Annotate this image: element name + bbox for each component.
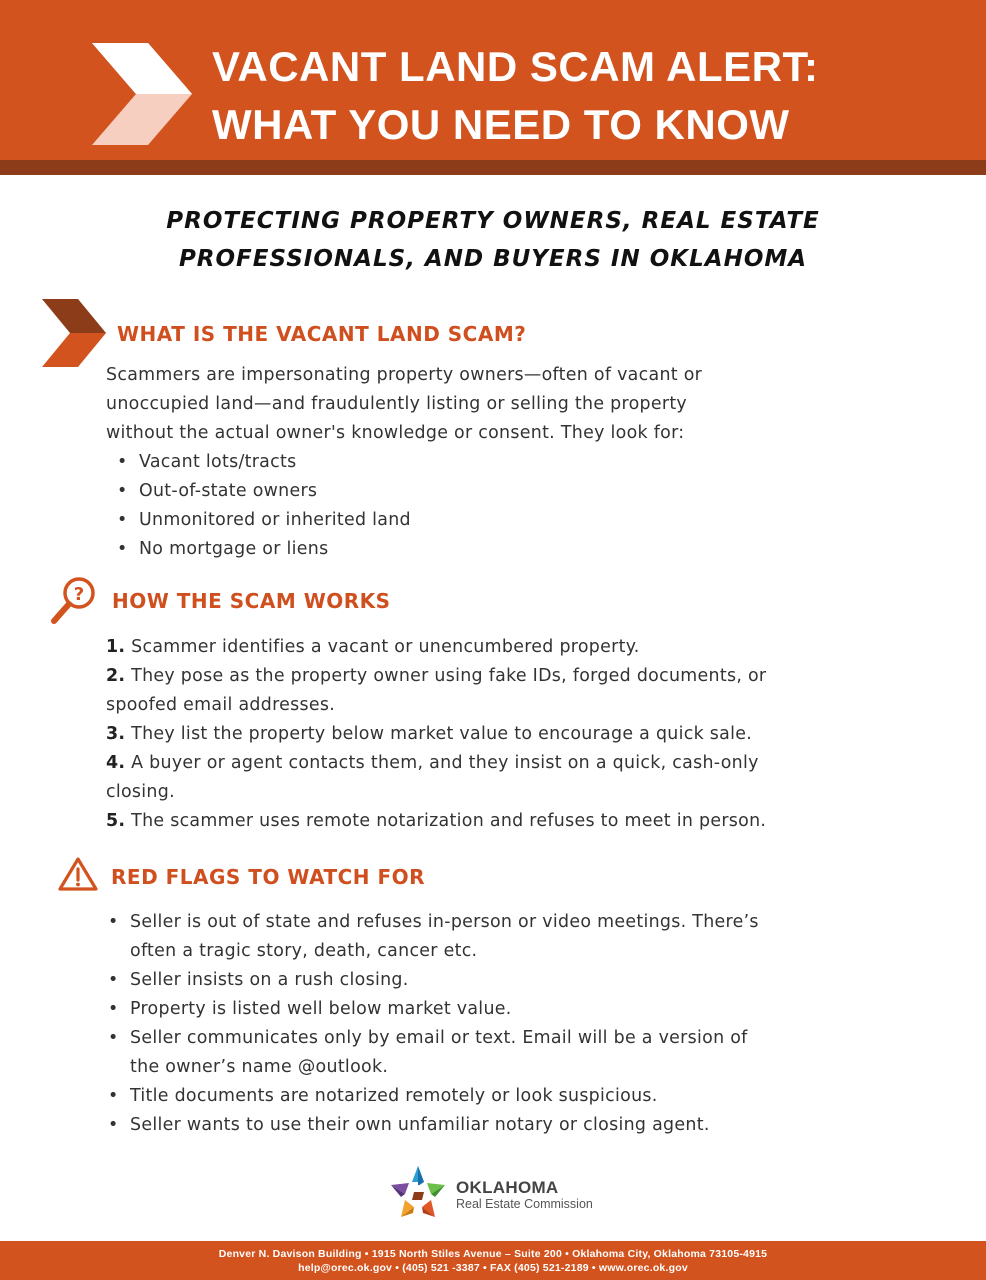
list-item: • Seller insists on a rush closing. <box>130 966 759 995</box>
subtitle-line-2: PROFESSIONALS, AND BUYERS IN OKLAHOMA <box>178 246 808 272</box>
list-item: • Out-of-state owners <box>139 477 411 506</box>
step-item <box>106 749 766 778</box>
oklahoma-star-logo <box>388 1164 448 1224</box>
list-item <box>130 1024 759 1082</box>
footer-address: Denver N. Davison Building • 1915 North Stiles Avenue – Suite 200 • Oklahoma City, Oklahoma 73105-4915 <box>218 1248 768 1260</box>
step-number: 2. <box>106 666 126 686</box>
step-text: A buyer or agent contacts them, and they insist on a quick, cash-only <box>131 753 759 773</box>
list-item-text: Seller communicates only by email or text. Email will be a version of <box>130 1028 748 1048</box>
list-item-text: Seller is out of state and refuses in-person or video meetings. There’s <box>130 912 759 932</box>
step-item <box>106 720 766 749</box>
step-text: The scammer uses remote notarization and refuses to meet in person. <box>131 811 767 831</box>
step-item <box>106 662 766 691</box>
paragraph-line: without the actual owner's knowledge or consent. They look for: <box>106 423 685 443</box>
page-title-line-2: WHAT YOU NEED TO KNOW <box>212 101 790 148</box>
paragraph-line: Scammers are impersonating property owners—often of vacant or <box>106 365 703 385</box>
step-number: 4. <box>106 753 126 773</box>
step-number: 1. <box>106 637 126 657</box>
chevron-icon <box>42 299 106 367</box>
step-item <box>106 807 766 836</box>
section-heading-flags: RED FLAGS TO WATCH FOR <box>111 865 426 889</box>
magnifier-question-icon <box>50 575 98 625</box>
step-number: 5. <box>106 811 126 831</box>
warning-triangle-icon <box>57 856 99 892</box>
list-item: • Unmonitored or inherited land <box>139 506 411 535</box>
list-item: • Title documents are notarized remotely or look suspicious. <box>130 1082 759 1111</box>
scam-steps-list <box>106 633 766 836</box>
section-heading-what: WHAT IS THE VACANT LAND SCAM? <box>117 322 527 346</box>
step-text-continued: spoofed email addresses. <box>106 695 336 715</box>
section-what-paragraph <box>106 361 702 448</box>
list-item: • Vacant lots/tracts <box>139 448 411 477</box>
svg-text:?: ? <box>73 584 85 605</box>
logo-name: OKLAHOMA <box>456 1178 559 1197</box>
list-item-text-continued: the owner’s name @outlook. <box>130 1057 389 1077</box>
section-heading-how: HOW THE SCAM WORKS <box>112 589 391 613</box>
list-item: • No mortgage or liens <box>139 535 411 564</box>
footer <box>0 1241 986 1280</box>
subtitle-line-1: PROTECTING PROPERTY OWNERS, REAL ESTATE <box>166 208 820 234</box>
list-item: • Seller wants to use their own unfamiliar notary or closing agent. <box>130 1111 759 1140</box>
step-text: Scammer identifies a vacant or unencumbered property. <box>131 637 640 657</box>
list-item-text-continued: often a tragic story, death, cancer etc. <box>130 941 478 961</box>
logo-subtitle: Real Estate Commission <box>456 1197 593 1211</box>
step-text: They pose as the property owner using fake IDs, forged documents, or <box>131 666 767 686</box>
chevron-right-icon <box>92 43 192 145</box>
step-text-continued: closing. <box>106 782 175 802</box>
paragraph-line: unoccupied land—and fraudulently listing or selling the property <box>106 394 688 414</box>
step-text: They list the property below market value to encourage a quick sale. <box>131 724 753 744</box>
footer-contact: help@orec.ok.gov • (405) 521 -3387 • FAX (405) 521-2189 • www.orec.ok.gov <box>298 1262 688 1274</box>
target-property-list <box>139 448 411 564</box>
step-number: 3. <box>106 724 126 744</box>
header-banner-strip <box>0 160 986 175</box>
page-title-line-1: VACANT LAND SCAM ALERT: <box>212 43 819 90</box>
step-item <box>106 633 766 662</box>
page-title <box>212 38 818 154</box>
list-item: • Property is listed well below market value. <box>130 995 759 1024</box>
list-item <box>130 908 759 966</box>
page-subtitle <box>0 202 986 278</box>
red-flags-list <box>130 908 759 1140</box>
